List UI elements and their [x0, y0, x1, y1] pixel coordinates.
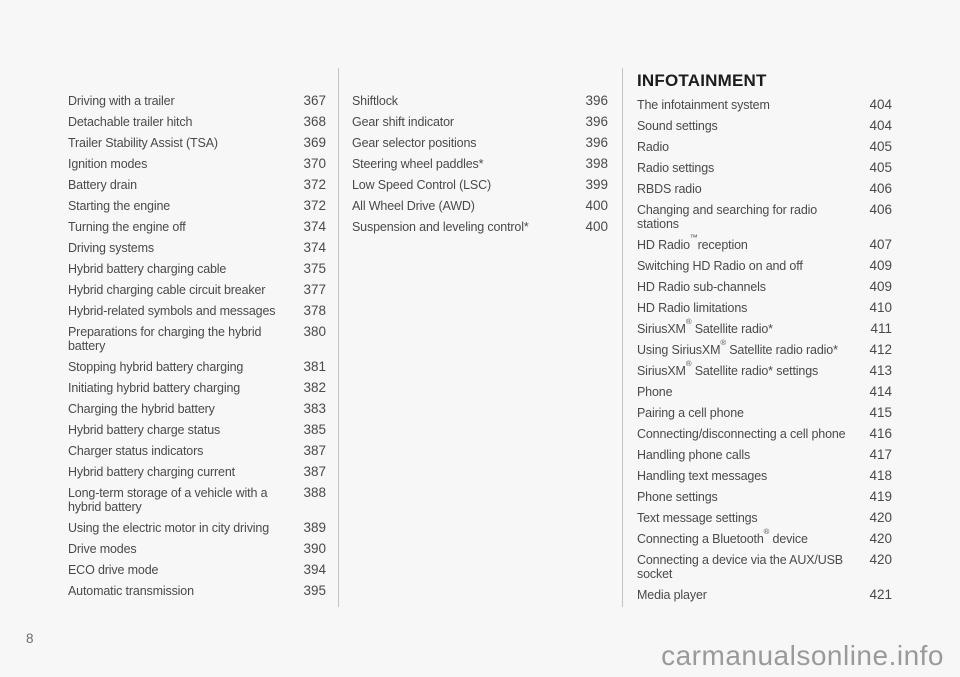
toc-entry-label: Phone settings [637, 490, 718, 504]
toc-entry [68, 115, 326, 129]
toc-column-infotainment [637, 71, 892, 609]
toc-entry-page-number: 387 [303, 464, 326, 479]
toc-entry [637, 427, 892, 441]
toc-entry [68, 486, 326, 514]
toc-entry-label: Connecting a device via the AUX/USB socket [637, 553, 843, 581]
toc-entry [68, 444, 326, 458]
toc-entry [637, 511, 892, 525]
toc-entry-page-number: 411 [870, 321, 892, 336]
toc-entry [637, 301, 892, 315]
toc-entry-label: HD Radio limitations [637, 301, 748, 315]
toc-entry-label: HD Radio sub-channels [637, 280, 766, 294]
toc-entry-label: Radio settings [637, 161, 715, 175]
toc-entry-label: SiriusXM® Satellite radio* [637, 317, 773, 336]
toc-entry-page-number: 420 [869, 552, 892, 567]
toc-entry-page-number: 414 [869, 384, 892, 399]
toc-entry-page-number: 374 [303, 240, 326, 255]
toc-entry-label: SiriusXM® Satellite radio* settings [637, 359, 819, 378]
toc-entry-page-number: 419 [869, 489, 892, 504]
toc-entry-page-number: 378 [303, 303, 326, 318]
toc-entry [637, 490, 892, 504]
toc-entry-page-number: 374 [303, 219, 326, 234]
toc-entry [68, 423, 326, 437]
toc-entry [637, 259, 892, 273]
toc-entry [352, 157, 608, 171]
toc-entry-page-number: 409 [869, 279, 892, 294]
toc-entry-label: Drive modes [68, 542, 137, 556]
toc-entry [637, 588, 892, 602]
toc-entry [68, 199, 326, 213]
toc-entry-label: Switching HD Radio on and off [637, 259, 803, 273]
toc-entry [637, 233, 892, 252]
toc-entry [68, 157, 326, 171]
toc-entry [68, 283, 326, 297]
toc-entry [68, 465, 326, 479]
toc-entry-page-number: 406 [869, 202, 892, 217]
toc-entry-page-number: 395 [303, 583, 326, 598]
toc-entry-label: Starting the engine [68, 199, 171, 213]
toc-entry-label: Turning the engine off [68, 220, 186, 234]
toc-entry [637, 182, 892, 196]
toc-entry [637, 385, 892, 399]
toc-entry-label: Gear selector positions [352, 136, 477, 150]
toc-entry-page-number: 410 [869, 300, 892, 315]
toc-entry-label: Using SiriusXM® Satellite radio radio* [637, 338, 838, 357]
toc-entry-label: All Wheel Drive (AWD) [352, 199, 475, 213]
toc-entry-label: Battery drain [68, 178, 137, 192]
toc-entry-label: Handling text messages [637, 469, 768, 483]
toc-entry-label: RBDS radio [637, 182, 702, 196]
toc-entry-page-number: 390 [303, 541, 326, 556]
toc-entry-label: Suspension and leveling control* [352, 220, 529, 234]
section-heading-infotainment: INFOTAINMENT [637, 71, 767, 90]
toc-entry-page-number: 400 [585, 198, 608, 213]
toc-entry-page-number: 387 [303, 443, 326, 458]
toc-entry-page-number: 417 [869, 447, 892, 462]
toc-entry-label: Driving systems [68, 241, 154, 255]
toc-entry-label: Hybrid charging cable circuit breaker [68, 283, 266, 297]
toc-entry [637, 119, 892, 133]
toc-column-2 [352, 94, 608, 241]
toc-entry-label: Changing and searching for radio stations [637, 203, 818, 231]
toc-entry-label: HD Radio™reception [637, 233, 748, 252]
toc-entry-page-number: 404 [869, 118, 892, 133]
toc-entry [68, 304, 326, 318]
toc-entry-label: Media player [637, 588, 707, 602]
watermark-text: carmanualsonline.info [661, 640, 944, 671]
toc-entry-label: Sound settings [637, 119, 718, 133]
toc-entry [68, 241, 326, 255]
toc-entry [68, 262, 326, 276]
toc-entry [352, 220, 608, 234]
toc-column-1 [68, 94, 326, 605]
toc-entry-label: Stopping hybrid battery charging [68, 360, 244, 374]
column-divider [338, 68, 339, 607]
toc-entry-page-number: 396 [585, 135, 608, 150]
toc-entry [68, 521, 326, 535]
toc-entry-page-number: 418 [869, 468, 892, 483]
toc-entry-label: Preparations for charging the hybrid battery [68, 325, 262, 353]
toc-entry-label: ECO drive mode [68, 563, 159, 577]
toc-entry-label: Hybrid-related symbols and messages [68, 304, 276, 318]
toc-entry-label: Hybrid battery charging current [68, 465, 235, 479]
toc-entry-page-number: 420 [869, 510, 892, 525]
toc-entry-label: Phone [637, 385, 673, 399]
toc-entry-label: Charger status indicators [68, 444, 204, 458]
toc-entry-page-number: 372 [303, 198, 326, 213]
toc-entry-label: Connecting a Bluetooth® device [637, 527, 808, 546]
toc-entry [352, 94, 608, 108]
toc-entry-label: Text message settings [637, 511, 758, 525]
toc-entry-page-number: 405 [869, 139, 892, 154]
toc-entry-page-number: 381 [303, 359, 326, 374]
toc-entry-page-number: 413 [869, 363, 892, 378]
toc-entry [637, 317, 892, 336]
toc-entry-page-number: 375 [303, 261, 326, 276]
toc-entry-page-number: 412 [869, 342, 892, 357]
toc-entry-page-number: 407 [869, 237, 892, 252]
toc-entry-label: Ignition modes [68, 157, 148, 171]
toc-entry-page-number: 421 [869, 587, 892, 602]
toc-entry-label: Shiftlock [352, 94, 398, 108]
toc-entry-page-number: 406 [869, 181, 892, 196]
toc-entry-label: Long-term storage of a vehicle with a hybrid battery [68, 486, 268, 514]
toc-entry [68, 542, 326, 556]
toc-entry [637, 203, 892, 231]
toc-entry-page-number: 372 [303, 177, 326, 192]
toc-entry-label: Pairing a cell phone [637, 406, 744, 420]
toc-entry-page-number: 367 [303, 93, 326, 108]
toc-entry-label: Radio [637, 140, 669, 154]
toc-entry-page-number: 400 [585, 219, 608, 234]
toc-entry [352, 115, 608, 129]
toc-entry-page-number: 399 [585, 177, 608, 192]
toc-entry [68, 220, 326, 234]
toc-entry [68, 178, 326, 192]
toc-entry-page-number: 368 [303, 114, 326, 129]
toc-entry-page-number: 420 [869, 531, 892, 546]
toc-entry-label: The infotainment system [637, 98, 770, 112]
toc-entry [68, 94, 326, 108]
toc-entry-label: Connecting/disconnecting a cell phone [637, 427, 846, 441]
toc-entry-page-number: 409 [869, 258, 892, 273]
toc-entry-label: Driving with a trailer [68, 94, 175, 108]
toc-entry-page-number: 398 [585, 156, 608, 171]
toc-entry-page-number: 396 [585, 114, 608, 129]
toc-entry-page-number: 369 [303, 135, 326, 150]
toc-entry-page-number: 370 [303, 156, 326, 171]
toc-entry [68, 325, 326, 353]
toc-entry-label: Handling phone calls [637, 448, 751, 462]
toc-entry [68, 584, 326, 598]
toc-entry-label: Initiating hybrid battery charging [68, 381, 241, 395]
toc-entry-page-number: 416 [869, 426, 892, 441]
toc-entry-label: Hybrid battery charge status [68, 423, 221, 437]
toc-entry [637, 161, 892, 175]
toc-entry-page-number: 405 [869, 160, 892, 175]
toc-entry [637, 98, 892, 112]
toc-entry [637, 280, 892, 294]
toc-entry [637, 469, 892, 483]
toc-entry [637, 338, 892, 357]
toc-entry-label: Trailer Stability Assist (TSA) [68, 136, 218, 150]
toc-entry-label: Gear shift indicator [352, 115, 454, 129]
toc-entry-page-number: 394 [303, 562, 326, 577]
toc-entry [637, 140, 892, 154]
toc-entry-label: Steering wheel paddles* [352, 157, 484, 171]
toc-entry-label: Detachable trailer hitch [68, 115, 193, 129]
toc-entry-page-number: 396 [585, 93, 608, 108]
toc-entry-label: Charging the hybrid battery [68, 402, 215, 416]
page-number: 8 [26, 631, 34, 646]
toc-entry [68, 563, 326, 577]
toc-entry [68, 136, 326, 150]
toc-entry-label: Automatic transmission [68, 584, 194, 598]
toc-entry [637, 406, 892, 420]
toc-entry-label: Hybrid battery charging cable [68, 262, 227, 276]
toc-entry-page-number: 383 [303, 401, 326, 416]
toc-entry-page-number: 385 [303, 422, 326, 437]
toc-entry-page-number: 377 [303, 282, 326, 297]
toc-entry [68, 360, 326, 374]
toc-entry-page-number: 388 [303, 485, 326, 500]
toc-entry [352, 136, 608, 150]
toc-entry-page-number: 382 [303, 380, 326, 395]
toc-entry [352, 178, 608, 192]
toc-entry [352, 199, 608, 213]
toc-entry-page-number: 389 [303, 520, 326, 535]
toc-entry [637, 553, 892, 581]
toc-entry-page-number: 380 [303, 324, 326, 339]
column-divider [622, 68, 623, 607]
toc-entry [637, 448, 892, 462]
toc-entry [637, 359, 892, 378]
toc-entry-label: Low Speed Control (LSC) [352, 178, 491, 192]
toc-entry [637, 527, 892, 546]
toc-entry-page-number: 404 [869, 97, 892, 112]
toc-entry [68, 381, 326, 395]
toc-entry-label: Using the electric motor in city driving [68, 521, 270, 535]
toc-entry [68, 402, 326, 416]
toc-entry-page-number: 415 [869, 405, 892, 420]
